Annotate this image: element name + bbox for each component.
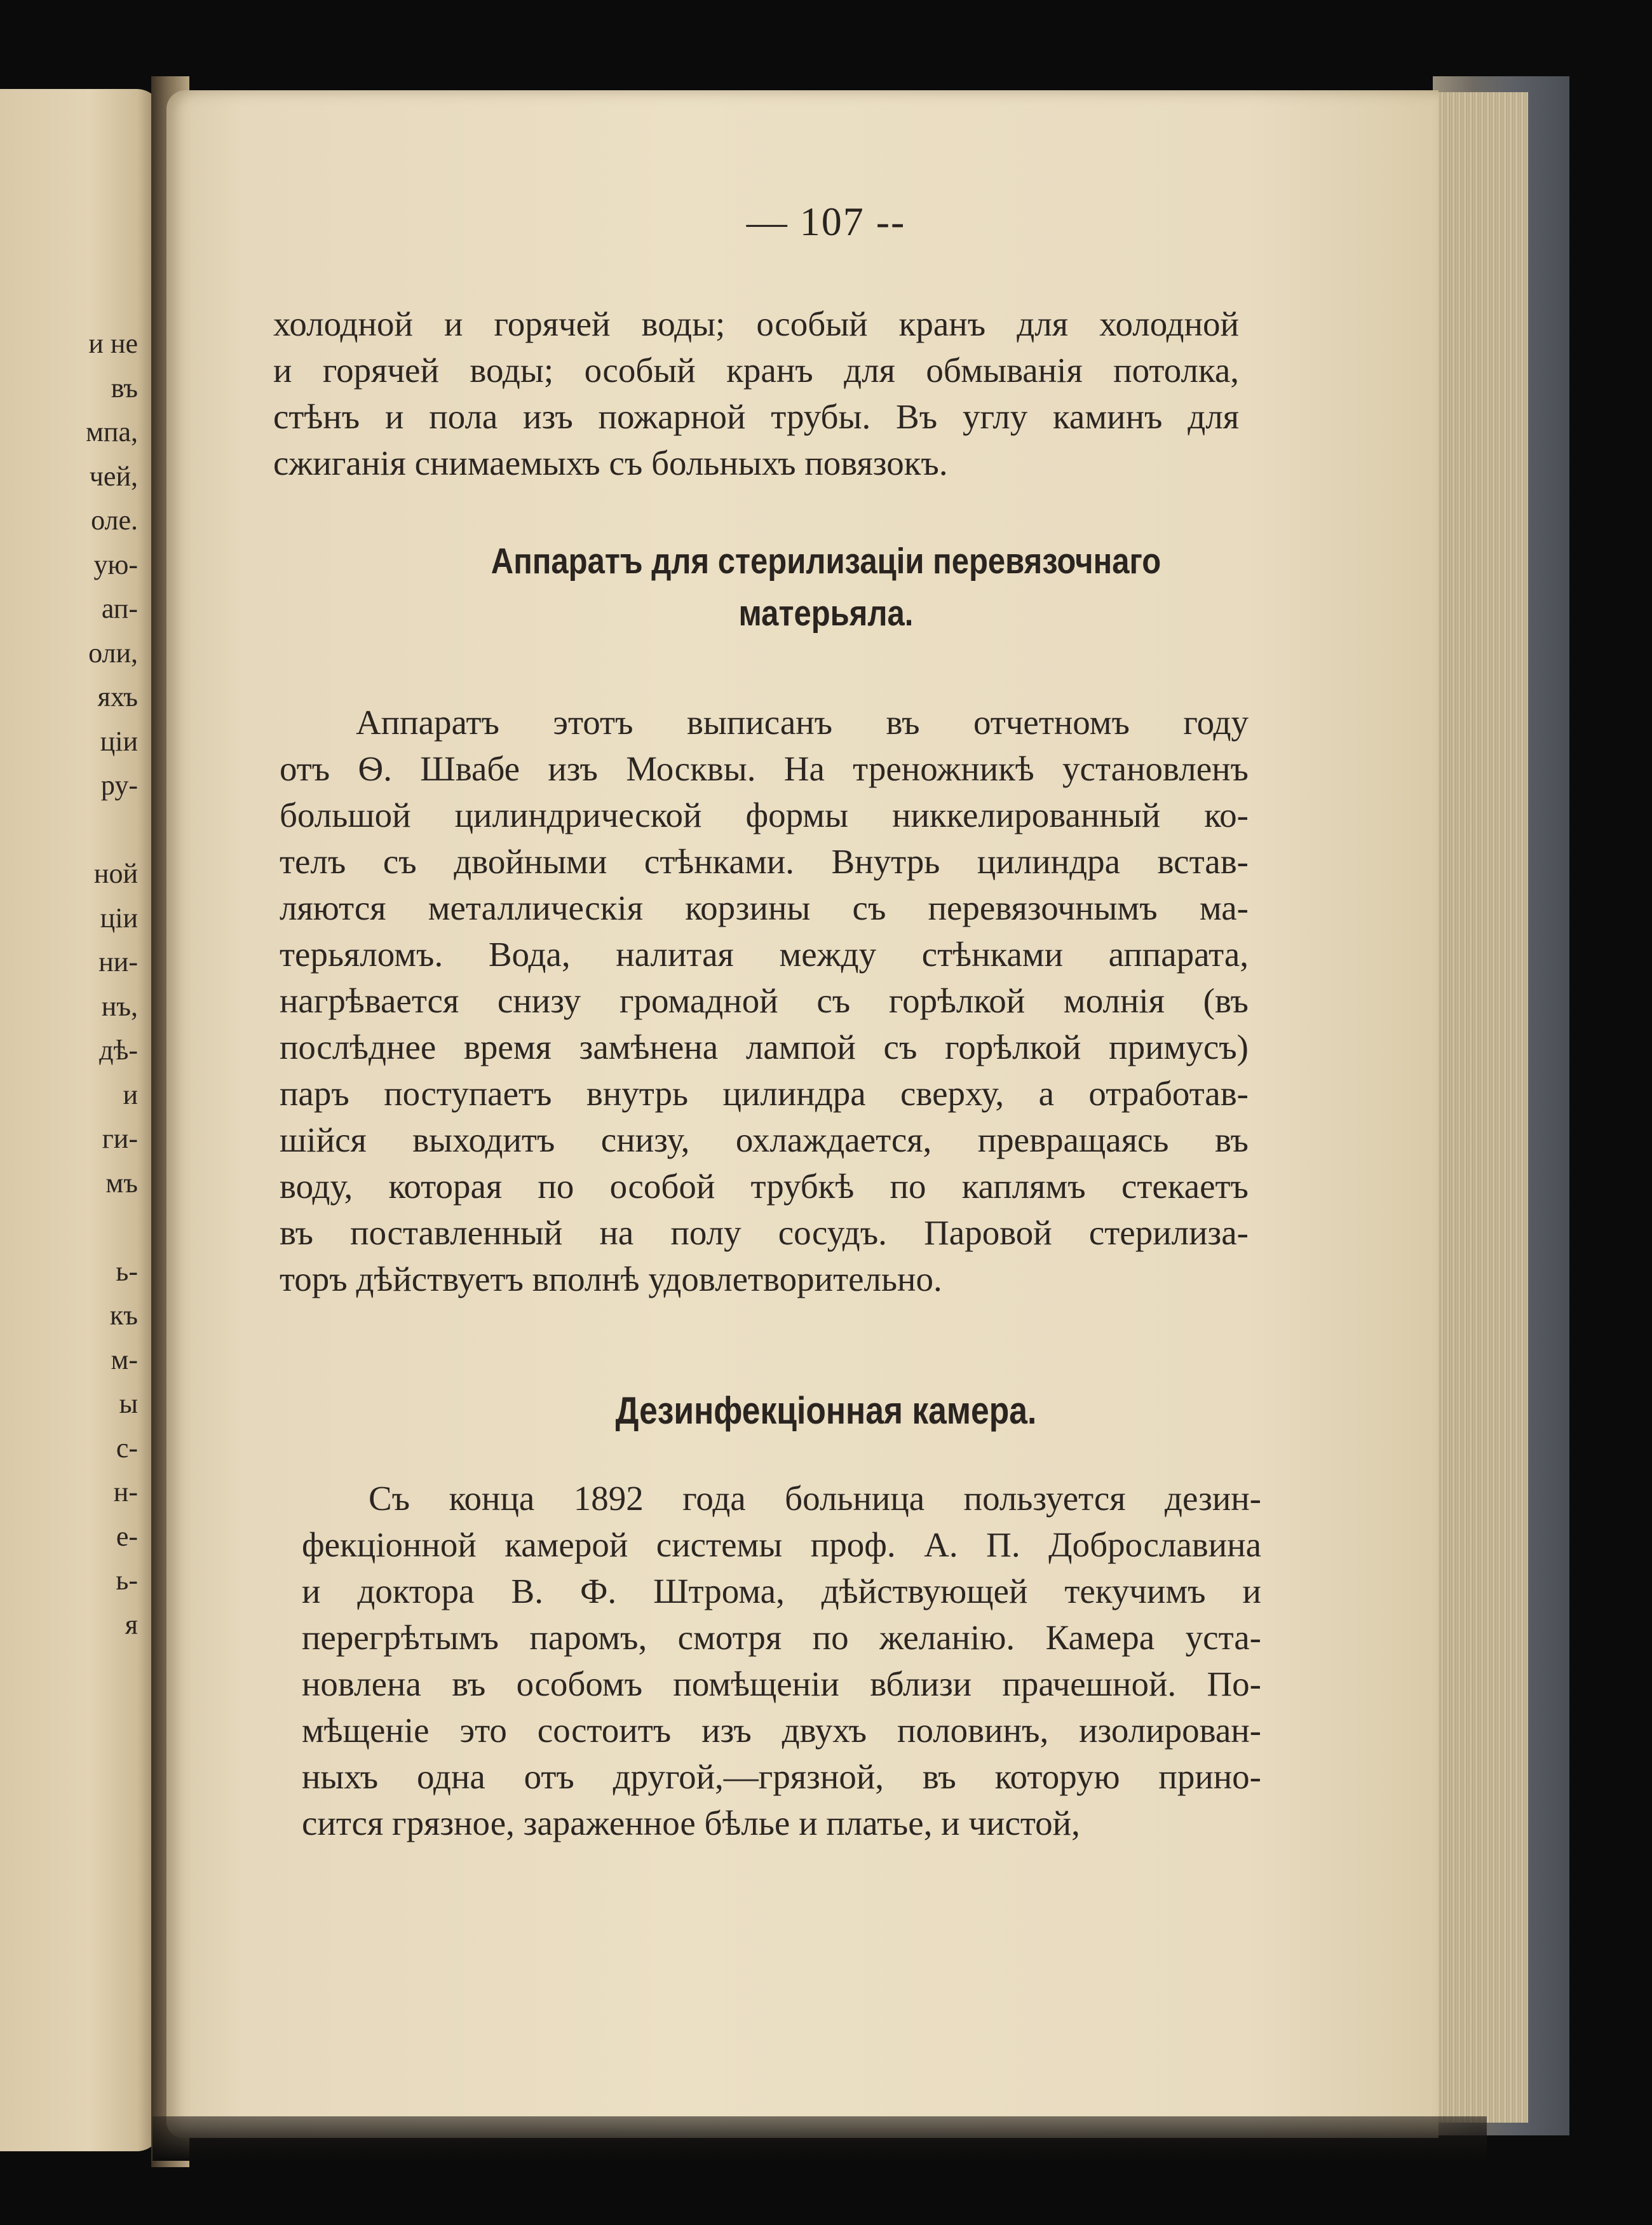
heading-line: матерьяла.: [738, 593, 914, 634]
previous-page-fragment: е-: [116, 1520, 138, 1552]
section-heading-sterilization: [116, 540, 1536, 634]
previous-page-fragment: къ: [109, 1300, 138, 1331]
text-line: отъ Ѳ. Швабе изъ Москвы. На треножникѣ установленъ: [280, 749, 1249, 788]
previous-page-fragment: и не: [88, 328, 138, 359]
previous-page-fragment: ап-: [101, 593, 138, 624]
previous-page-fragment: ни-: [98, 946, 138, 977]
text-line: телъ съ двойными стѣнками. Внутрь цилиндра встав-: [280, 842, 1249, 881]
previous-page-fragment: чей,: [89, 460, 138, 492]
text-line: торъ дѣйствуетъ вполнѣ удовлетворительно.: [280, 1260, 942, 1298]
page-bottom-shadow: [152, 2116, 1487, 2161]
text-line: перегрѣтымъ паромъ, смотря по желанію. Камера уста-: [302, 1618, 1261, 1657]
previous-page-fragment: ціи: [100, 725, 138, 757]
text-line: фекціонной камерой системы проф. А. П. Доброславина: [302, 1525, 1261, 1564]
text-line: холодной и горячей воды; особый кранъ для холодной: [273, 304, 1239, 343]
previous-page-fragment: оли,: [88, 637, 138, 669]
text-line: мѣщеніе это состоитъ изъ двухъ половинъ, изолирован-: [302, 1711, 1261, 1750]
text-line: сжиганія снимаемыхъ съ больныхъ повязокъ.: [273, 444, 948, 482]
previous-page-fragment: въ: [111, 372, 138, 404]
previous-page-fragment: ной: [93, 858, 138, 889]
text-line: послѣднее время замѣнена лампой съ горѣлкой примусъ): [280, 1028, 1249, 1066]
text-line: Съ конца 1892 года больница пользуется дезин-: [369, 1479, 1261, 1518]
text-line: большой цилиндрической формы никкелированный ко-: [280, 796, 1249, 834]
page-stack-edges: [1433, 92, 1528, 2123]
previous-page-fragment: м-: [111, 1344, 138, 1375]
disinfection-paragraph: [302, 1475, 1261, 1846]
previous-page-fragment: ру-: [100, 770, 138, 801]
previous-page-fragment: и: [123, 1078, 138, 1110]
previous-page-fragment: ь-: [116, 1565, 138, 1596]
text-line: нагрѣвается снизу громадной съ горѣлкой молнія (въ: [280, 981, 1249, 1020]
previous-page-fragment: мпа,: [86, 416, 138, 447]
text-line: Аппаратъ этотъ выписанъ въ отчетномъ году: [356, 703, 1249, 742]
previous-page-fragment: н-: [113, 1476, 138, 1507]
previous-page-fragment: дѣ-: [99, 1035, 138, 1066]
text-line: въ поставленный на полу сосудъ. Паровой стерилиза-: [280, 1213, 1249, 1252]
previous-page-fragment: я: [125, 1609, 138, 1640]
text-line: ныхъ одна отъ другой,—грязной, въ которую прино-: [302, 1757, 1261, 1796]
text-line: новлена въ особомъ помѣщеніи вблизи прачешной. По-: [302, 1664, 1261, 1703]
heading-line: Аппаратъ для стерилизаціи перевязочнаго: [491, 541, 1161, 582]
previous-page-fragment: яхъ: [97, 681, 138, 712]
text-line: и горячей воды; особый кранъ для обмыванія потолка,: [273, 351, 1239, 390]
previous-page-fragment: мъ: [105, 1167, 138, 1199]
text-line: шійся выходитъ снизу, охлаждается, превращаясь въ: [280, 1120, 1249, 1159]
previous-page-fragment: с-: [116, 1432, 138, 1464]
intro-paragraph: [273, 301, 1239, 486]
page-number: — 107 --: [746, 199, 906, 244]
text-line: воду, которая по особой трубкѣ по каплямъ стекаетъ: [280, 1167, 1249, 1206]
text-line: терьяломъ. Вода, налитая между стѣнками аппарата,: [280, 935, 1249, 974]
text-line: сится грязное, зараженное бѣлье и платье, и чистой,: [302, 1804, 1080, 1842]
previous-page-fragment: нъ,: [101, 990, 138, 1022]
text-line: ляются металлическія корзины съ перевязочнымъ ма-: [280, 888, 1249, 927]
previous-page-fragment: ціи: [100, 902, 138, 934]
text-line: паръ поступаетъ внутрь цилиндра сверху, а отработав-: [280, 1074, 1249, 1113]
previous-page-fragment: ую-: [93, 548, 138, 580]
previous-page-fragment: оле.: [91, 505, 138, 536]
previous-page-fragment: ь-: [116, 1255, 138, 1287]
previous-page-fragment: ги-: [102, 1123, 138, 1154]
sterilizer-paragraph: [280, 699, 1249, 1302]
previous-page-edge: [0, 89, 162, 2151]
previous-page-fragment: ы: [119, 1388, 138, 1419]
text-line: стѣнъ и пола изъ пожарной трубы. Въ углу каминъ для: [273, 397, 1239, 436]
text-line: и доктора В. Ф. Штрома, дѣйствующей текучимъ и: [302, 1572, 1261, 1610]
section-heading-disinfection: Дезинфекціонная камера.: [615, 1389, 1037, 1432]
